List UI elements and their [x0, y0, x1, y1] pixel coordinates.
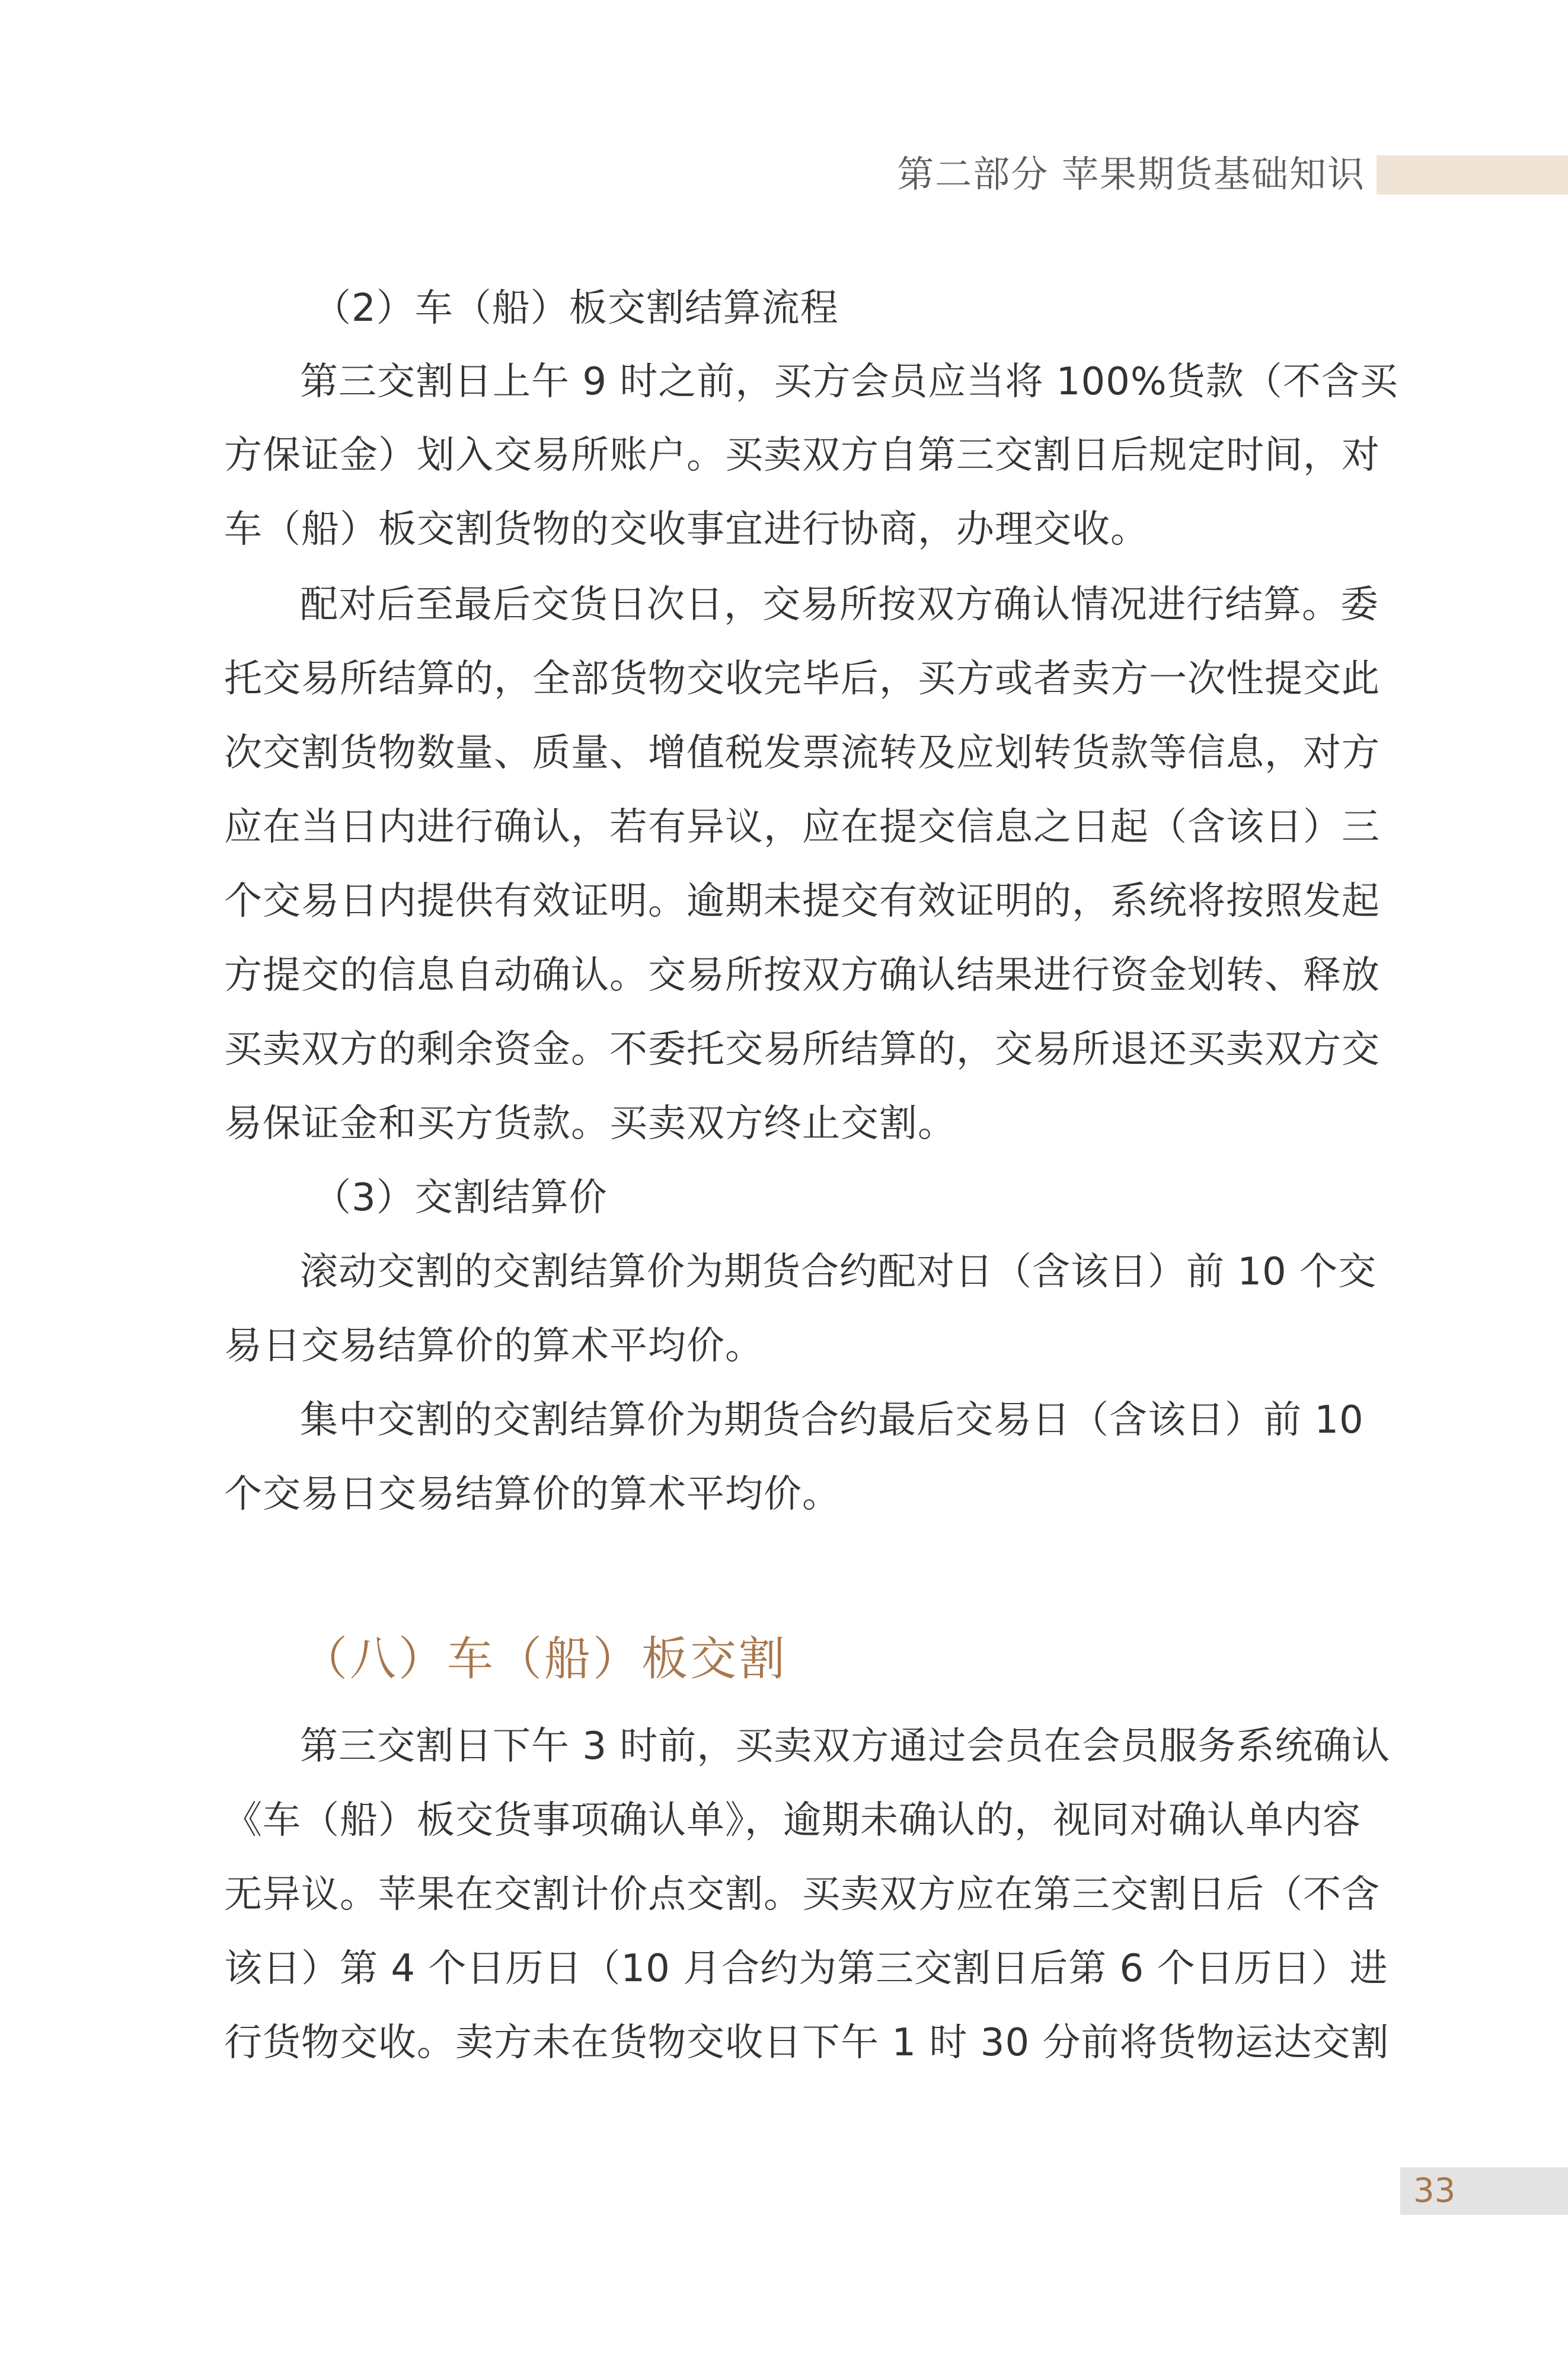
paragraph-line: 次交割货物数量、质量、增值税发票流转及应划转货款等信息，对方 [224, 731, 1380, 775]
paragraph-line: 配对后至最后交货日次日，交易所按双方确认情况进行结算。委 [300, 583, 1379, 627]
paragraph-line: 易保证金和买方货款。买卖双方终止交割。 [224, 1102, 956, 1146]
paragraph-line: 个交易日内提供有效证明。逾期未提交有效证明的，系统将按照发起 [224, 879, 1380, 923]
paragraph-line: 易日交易结算价的算术平均价。 [224, 1324, 764, 1368]
page-number-box [1400, 2167, 1568, 2215]
paragraph-line: 无异议。苹果在交割计价点交割。买卖双方应在第三交割日后（不含 [224, 1873, 1380, 1917]
paragraph-line: 第三交割日上午 9 时之前，买方会员应当将 100%货款（不含买 [300, 360, 1398, 404]
header-accent-bar [1377, 155, 1568, 195]
paragraph-line: 托交易所结算的，全部货物交收完毕后，买方或者卖方一次性提交此 [224, 657, 1380, 701]
page-number: 33 [1413, 2172, 1456, 2210]
section-heading: （八）车（船）板交割 [301, 1633, 788, 1686]
paragraph-line: 应在当日内进行确认，若有异议，应在提交信息之日起（含该日）三 [224, 805, 1380, 849]
paragraph-line: 《车（船）板交货事项确认单》，逾期未确认的，视同对确认单内容 [224, 1799, 1361, 1842]
paragraph-line: 买卖双方的剩余资金。不委托交易所结算的，交易所退还买卖双方交 [224, 1028, 1380, 1072]
paragraph-line: 该日）第 4 个日历日（10 月合约为第三交割日后第 6 个日历日）进 [224, 1947, 1388, 1991]
paragraph-line: 个交易日交易结算价的算术平均价。 [224, 1472, 841, 1516]
paragraph-line: 滚动交割的交割结算价为期货合约配对日（含该日）前 10 个交 [300, 1250, 1377, 1294]
subsection-heading-3: （3）交割结算价 [313, 1176, 608, 1220]
running-header: 第二部分 苹果期货基础知识 [897, 152, 1365, 196]
subsection-heading-2: （2）车（船）板交割结算流程 [313, 286, 839, 330]
paragraph-line: 集中交割的交割结算价为期货合约最后交易日（含该日）前 10 [300, 1398, 1364, 1442]
paragraph-line: 方提交的信息自动确认。交易所按双方确认结果进行资金划转、释放 [224, 954, 1380, 997]
paragraph-line: 方保证金）划入交易所账户。买卖双方自第三交割日后规定时间，对 [224, 433, 1380, 477]
paragraph-line: 行货物交收。卖方未在货物交收日下午 1 时 30 分前将货物运达交割 [224, 2021, 1390, 2065]
paragraph-line: 第三交割日下午 3 时前，买卖双方通过会员在会员服务系统确认 [300, 1724, 1391, 1768]
paragraph-line: 车（船）板交割货物的交收事宜进行协商，办理交收。 [224, 508, 1149, 551]
